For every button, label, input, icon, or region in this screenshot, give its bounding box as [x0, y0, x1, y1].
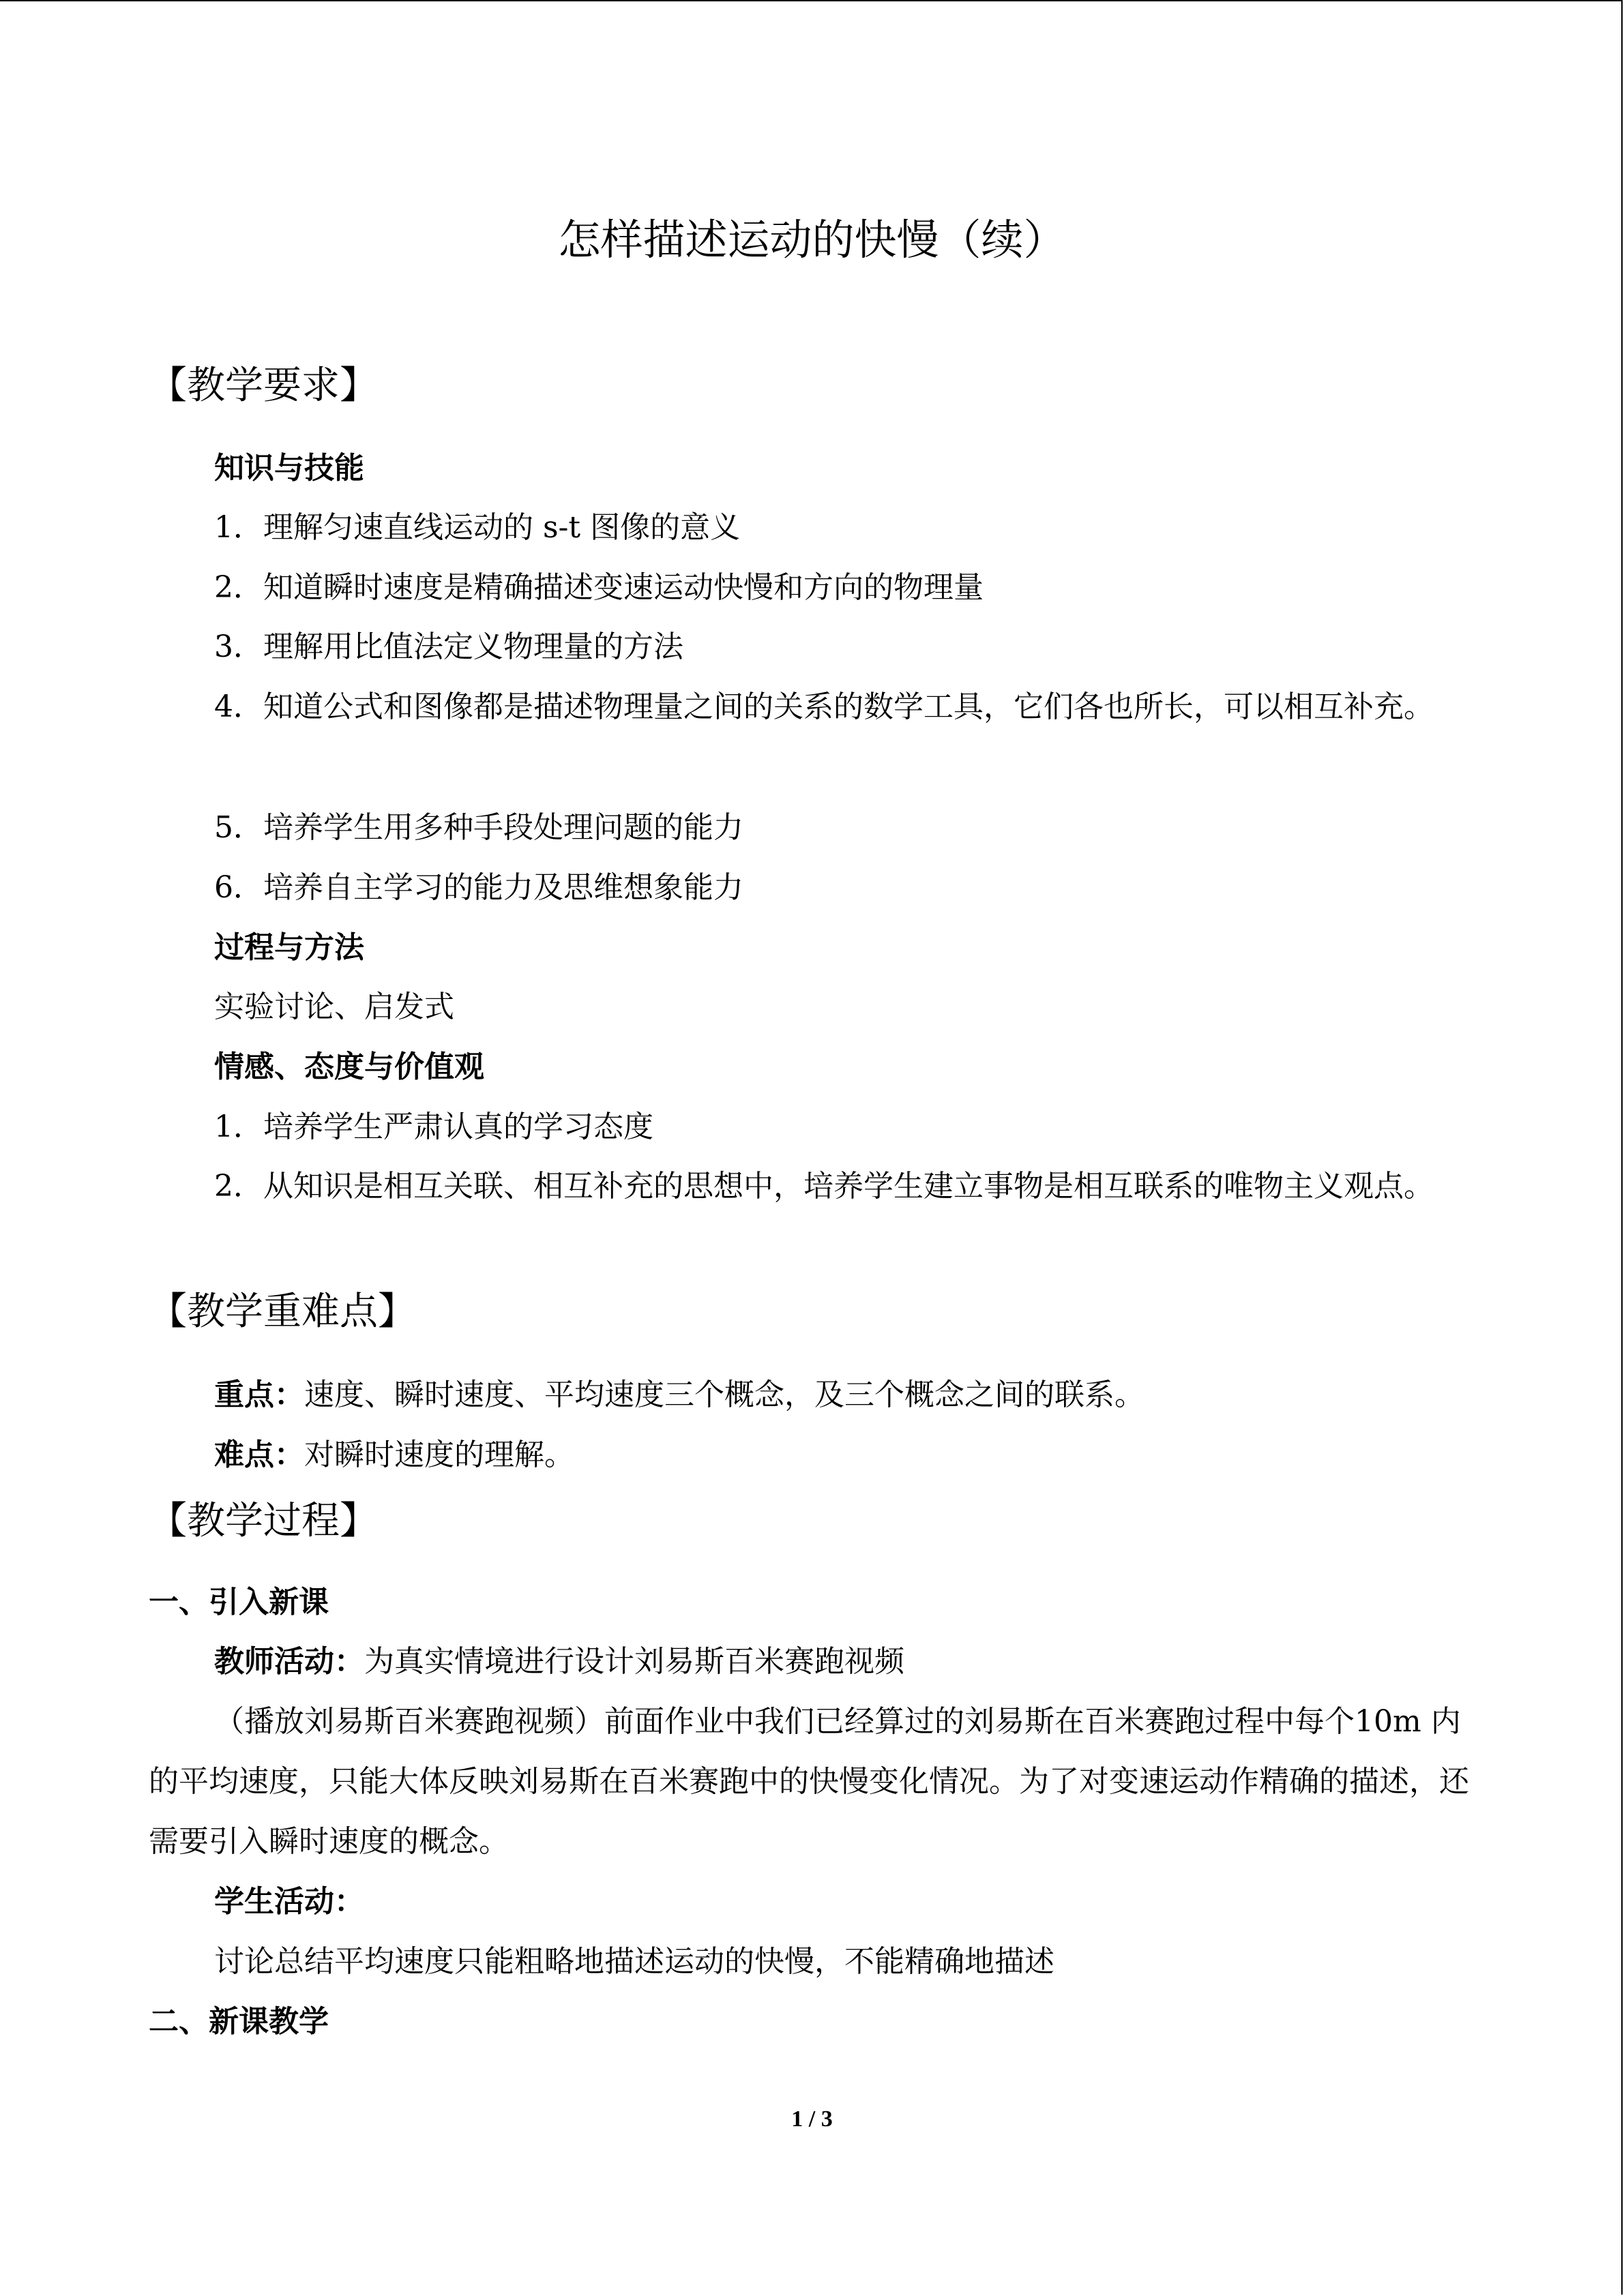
section-heading-requirements: 【教学要求】	[149, 363, 378, 408]
subheading-attitude: 情感、态度与价值观	[214, 1049, 484, 1084]
subheading-intro: 一、引入新课	[149, 1585, 329, 1620]
page-title: 怎样描述运动的快慢（续）	[558, 215, 1066, 265]
teacher-activity-line	[214, 1641, 904, 1682]
knowledge-item: 6．培养自主学习的能力及思维想象能力	[214, 870, 743, 905]
teacher-activity-text: 为真实情境进行设计刘易斯百米赛跑视频	[364, 1644, 904, 1679]
method-text: 实验讨论、启发式	[214, 989, 454, 1024]
knowledge-item: 1．理解匀速直线运动的 s-t 图像的意义	[214, 510, 741, 545]
difficult-point-line	[214, 1435, 574, 1476]
subheading-new-lesson: 二、新课教学	[149, 2004, 329, 2039]
difficult-point-text: 对瞬时速度的理解。	[304, 1437, 574, 1472]
knowledge-item: 3．理解用比值法定义物理量的方法	[214, 629, 683, 664]
student-activity-text: 讨论总结平均速度只能粗略地描述运动的快慢，不能精确地描述	[214, 1944, 1054, 1979]
knowledge-item: 5．培养学生用多种手段处理问题的能力	[214, 810, 743, 845]
key-point-line	[214, 1375, 1145, 1416]
section-heading-key-points: 【教学重难点】	[149, 1289, 416, 1334]
page-number: 1 / 3	[791, 2106, 833, 2132]
attitude-item: 2．从知识是相互关联、相互补充的思想中，培养学生建立事物是相互联系的唯物主义观点。	[214, 1169, 1434, 1204]
key-point-text: 速度、瞬时速度、平均速度三个概念，及三个概念之间的联系。	[304, 1377, 1145, 1412]
knowledge-item: 2．知道瞬时速度是精确描述变速运动快慢和方向的物理量	[214, 570, 984, 605]
knowledge-item: 4．知道公式和图像都是描述物理量之间的关系的数学工具，它们各也所长，可以相互补充。	[214, 689, 1434, 724]
student-activity-label: 学生活动：	[214, 1884, 364, 1919]
attitude-item: 1．培养学生严肃认真的学习态度	[214, 1109, 653, 1144]
key-point-label: 重点：	[214, 1377, 304, 1412]
intro-paragraph: （播放刘易斯百米赛跑视频）前面作业中我们已经算过的刘易斯在百米赛跑过程中每个10m 内的平均速度，只能大体反映刘易斯在百米赛跑中的快慢变化情况。为了对变速运动作精确的描述，还需要引入瞬时速度的概念。	[149, 1704, 1469, 1859]
section-heading-process: 【教学过程】	[149, 1499, 378, 1543]
subheading-method: 过程与方法	[214, 930, 364, 965]
difficult-point-label: 难点：	[214, 1437, 304, 1472]
subheading-knowledge: 知识与技能	[214, 451, 364, 486]
teacher-activity-label: 教师活动：	[214, 1644, 364, 1679]
